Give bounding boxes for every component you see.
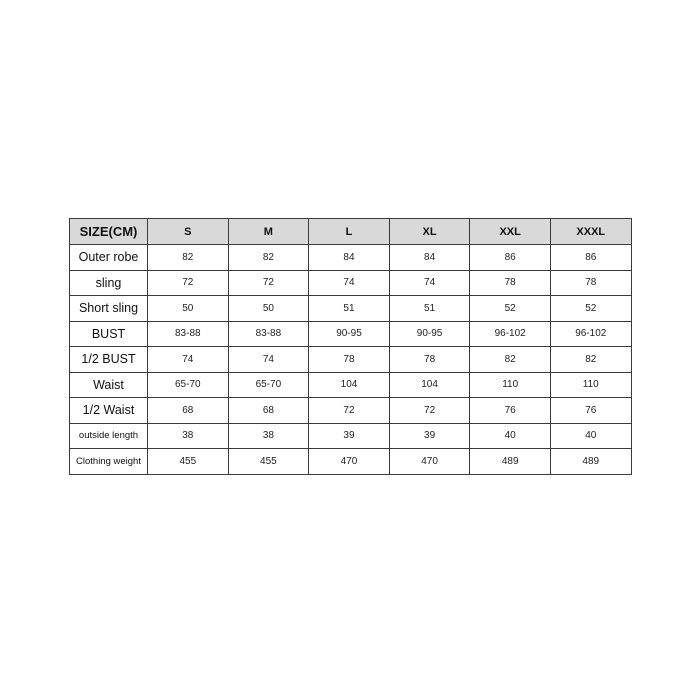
size-chart-table <box>69 218 632 475</box>
table-row <box>70 270 632 296</box>
row-label-waist: Waist <box>70 372 148 398</box>
table-cell: 86 <box>470 245 551 271</box>
table-cell: 78 <box>470 270 551 296</box>
row-label-half-waist: 1/2 Waist <box>70 398 148 424</box>
table-cell: 96-102 <box>550 321 631 347</box>
table-cell: 50 <box>148 296 229 322</box>
table-cell: 65-70 <box>228 372 309 398</box>
table-cell: 68 <box>228 398 309 424</box>
table-cell: 90-95 <box>389 321 470 347</box>
table-cell: 40 <box>470 423 551 449</box>
table-cell: 96-102 <box>470 321 551 347</box>
table-row <box>70 321 632 347</box>
table-cell: 72 <box>389 398 470 424</box>
table-cell: 84 <box>309 245 390 271</box>
table-cell: 51 <box>309 296 390 322</box>
header-row <box>70 219 632 245</box>
header-size-s: S <box>148 219 229 245</box>
header-size-xl: XL <box>389 219 470 245</box>
table-cell: 90-95 <box>309 321 390 347</box>
table-cell: 455 <box>148 449 229 475</box>
table-cell: 78 <box>550 270 631 296</box>
header-size-xxl: XXL <box>470 219 551 245</box>
table-cell: 83-88 <box>148 321 229 347</box>
table-cell: 86 <box>550 245 631 271</box>
table-row <box>70 245 632 271</box>
table-cell: 39 <box>309 423 390 449</box>
table-cell: 74 <box>228 347 309 373</box>
header-size-cm: SIZE(CM) <box>70 219 148 245</box>
table-cell: 68 <box>148 398 229 424</box>
table-cell: 72 <box>148 270 229 296</box>
table-cell: 74 <box>309 270 390 296</box>
table-cell: 78 <box>389 347 470 373</box>
table-cell: 74 <box>389 270 470 296</box>
table-cell: 110 <box>550 372 631 398</box>
table-cell: 51 <box>389 296 470 322</box>
table-cell: 38 <box>228 423 309 449</box>
table-cell: 82 <box>228 245 309 271</box>
row-label-half-bust: 1/2 BUST <box>70 347 148 373</box>
table-cell: 110 <box>470 372 551 398</box>
header-size-l: L <box>309 219 390 245</box>
table-cell: 489 <box>470 449 551 475</box>
table-cell: 74 <box>148 347 229 373</box>
table-cell: 38 <box>148 423 229 449</box>
row-label-sling: sling <box>70 270 148 296</box>
table-cell: 82 <box>148 245 229 271</box>
table-cell: 84 <box>389 245 470 271</box>
table-cell: 39 <box>389 423 470 449</box>
table-cell: 72 <box>228 270 309 296</box>
header-size-xxxl: XXXL <box>550 219 631 245</box>
table-row <box>70 372 632 398</box>
table-cell: 455 <box>228 449 309 475</box>
table-cell: 82 <box>550 347 631 373</box>
row-label-outer-robe: Outer robe <box>70 245 148 271</box>
table-cell: 65-70 <box>148 372 229 398</box>
table-cell: 470 <box>309 449 390 475</box>
table-cell: 104 <box>309 372 390 398</box>
row-label-clothing-weight: Clothing weight <box>70 449 148 475</box>
table-cell: 52 <box>470 296 551 322</box>
row-label-bust: BUST <box>70 321 148 347</box>
table-row <box>70 423 632 449</box>
table-cell: 489 <box>550 449 631 475</box>
table-cell: 104 <box>389 372 470 398</box>
table-row <box>70 347 632 373</box>
table-cell: 83-88 <box>228 321 309 347</box>
row-label-short-sling: Short sling <box>70 296 148 322</box>
table-cell: 82 <box>470 347 551 373</box>
table-cell: 50 <box>228 296 309 322</box>
table-cell: 76 <box>550 398 631 424</box>
table-cell: 72 <box>309 398 390 424</box>
table-row <box>70 296 632 322</box>
table-cell: 52 <box>550 296 631 322</box>
table-row <box>70 449 632 475</box>
table-row <box>70 398 632 424</box>
row-label-outside-length: outside length <box>70 423 148 449</box>
table-cell: 40 <box>550 423 631 449</box>
table-cell: 76 <box>470 398 551 424</box>
table-cell: 470 <box>389 449 470 475</box>
table-cell: 78 <box>309 347 390 373</box>
header-size-m: M <box>228 219 309 245</box>
